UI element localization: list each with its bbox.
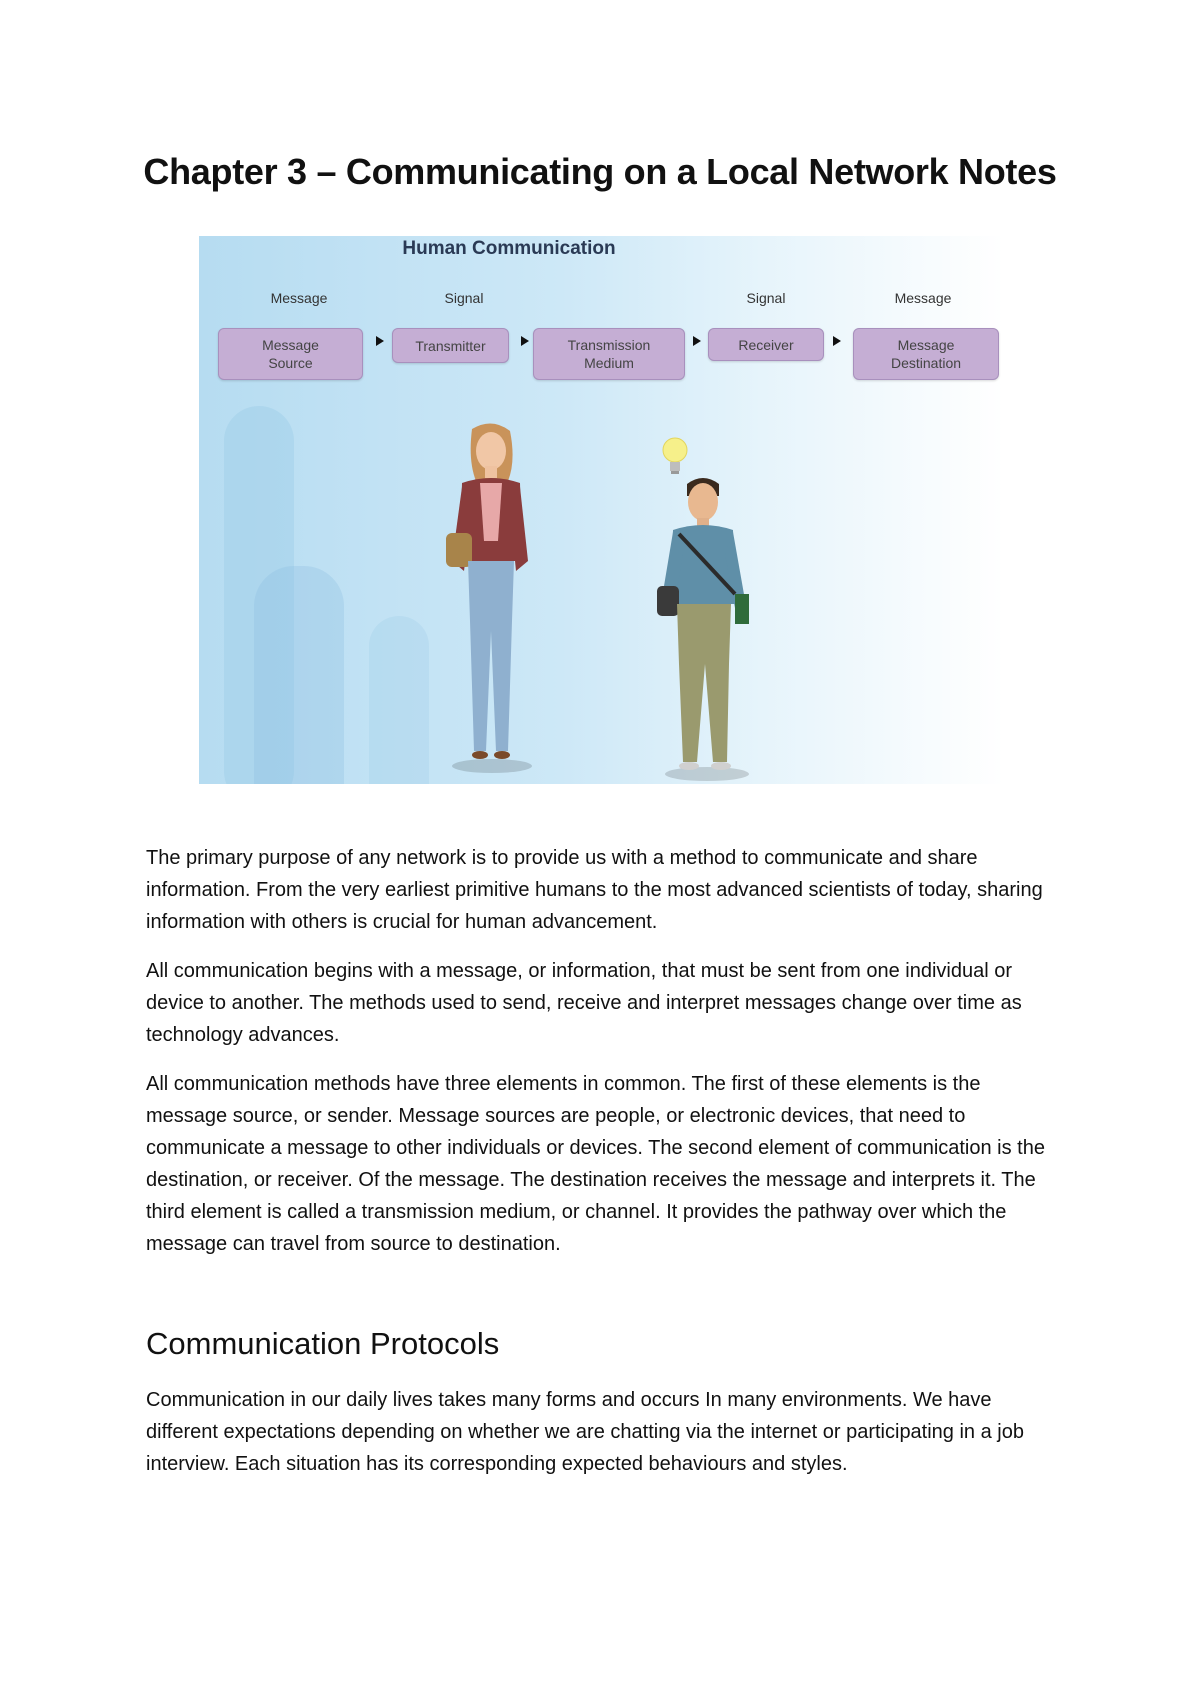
arrow-icon — [833, 336, 841, 346]
paragraph-1: The primary purpose of any network is to provide us with a method to communicate and share information. From the very earliest primitive humans to the most advanced scientists of today, sharing information with others is crucial for human advancement. — [146, 847, 1043, 933]
section-heading: Communication Protocols — [146, 1326, 500, 1361]
figure-title: Human Communication — [402, 238, 616, 259]
arrow-icon — [521, 336, 529, 346]
lightbulb-icon — [660, 436, 690, 478]
page-title: Chapter 3 – Communicating on a Local Network Notes — [143, 151, 1057, 192]
paragraph-2: All communication begins with a message, or information, that must be sent from one individual or device to another. The methods used to send, receive and interpret messages change over time as technology advances. — [146, 960, 1022, 1046]
flow-label-message: Message — [894, 290, 952, 306]
box-message-destination: Message Destination — [853, 328, 999, 380]
background-shape — [254, 566, 344, 784]
human-communication-figure — [199, 236, 1004, 784]
flow-label-signal: Signal — [444, 290, 484, 306]
arrow-icon — [693, 336, 701, 346]
box-receiver: Receiver — [708, 328, 824, 361]
background-shape — [369, 616, 429, 784]
box-transmitter: Transmitter — [392, 328, 509, 363]
box-transmission-medium: Transmission Medium — [533, 328, 685, 380]
section-paragraph: Communication in our daily lives takes many forms and occurs In many environments. We have different expectations depending on whether we are chatting via the internet or participating in a job interview. Each situation has its corresponding expected behaviours and styles. — [146, 1389, 1024, 1475]
arrow-icon — [376, 336, 384, 346]
woman-figure-icon — [424, 421, 554, 776]
flow-label-message: Message — [270, 290, 328, 306]
paragraph-3: All communication methods have three elements in common. The first of these elements is the message source, or sender. Message sources are people, or electronic devices, that need to communicate a message to other individuals or devices. The second element of communication is the destination, or receiver. Of the message. The destination receives the message and interprets it. The third element is called a transmission medium, or channel. It provides the pathway over which the message can travel from source to destination. — [146, 1073, 1045, 1255]
man-figure-icon — [639, 474, 779, 784]
flow-label-signal: Signal — [746, 290, 786, 306]
box-message-source: Message Source — [218, 328, 363, 380]
